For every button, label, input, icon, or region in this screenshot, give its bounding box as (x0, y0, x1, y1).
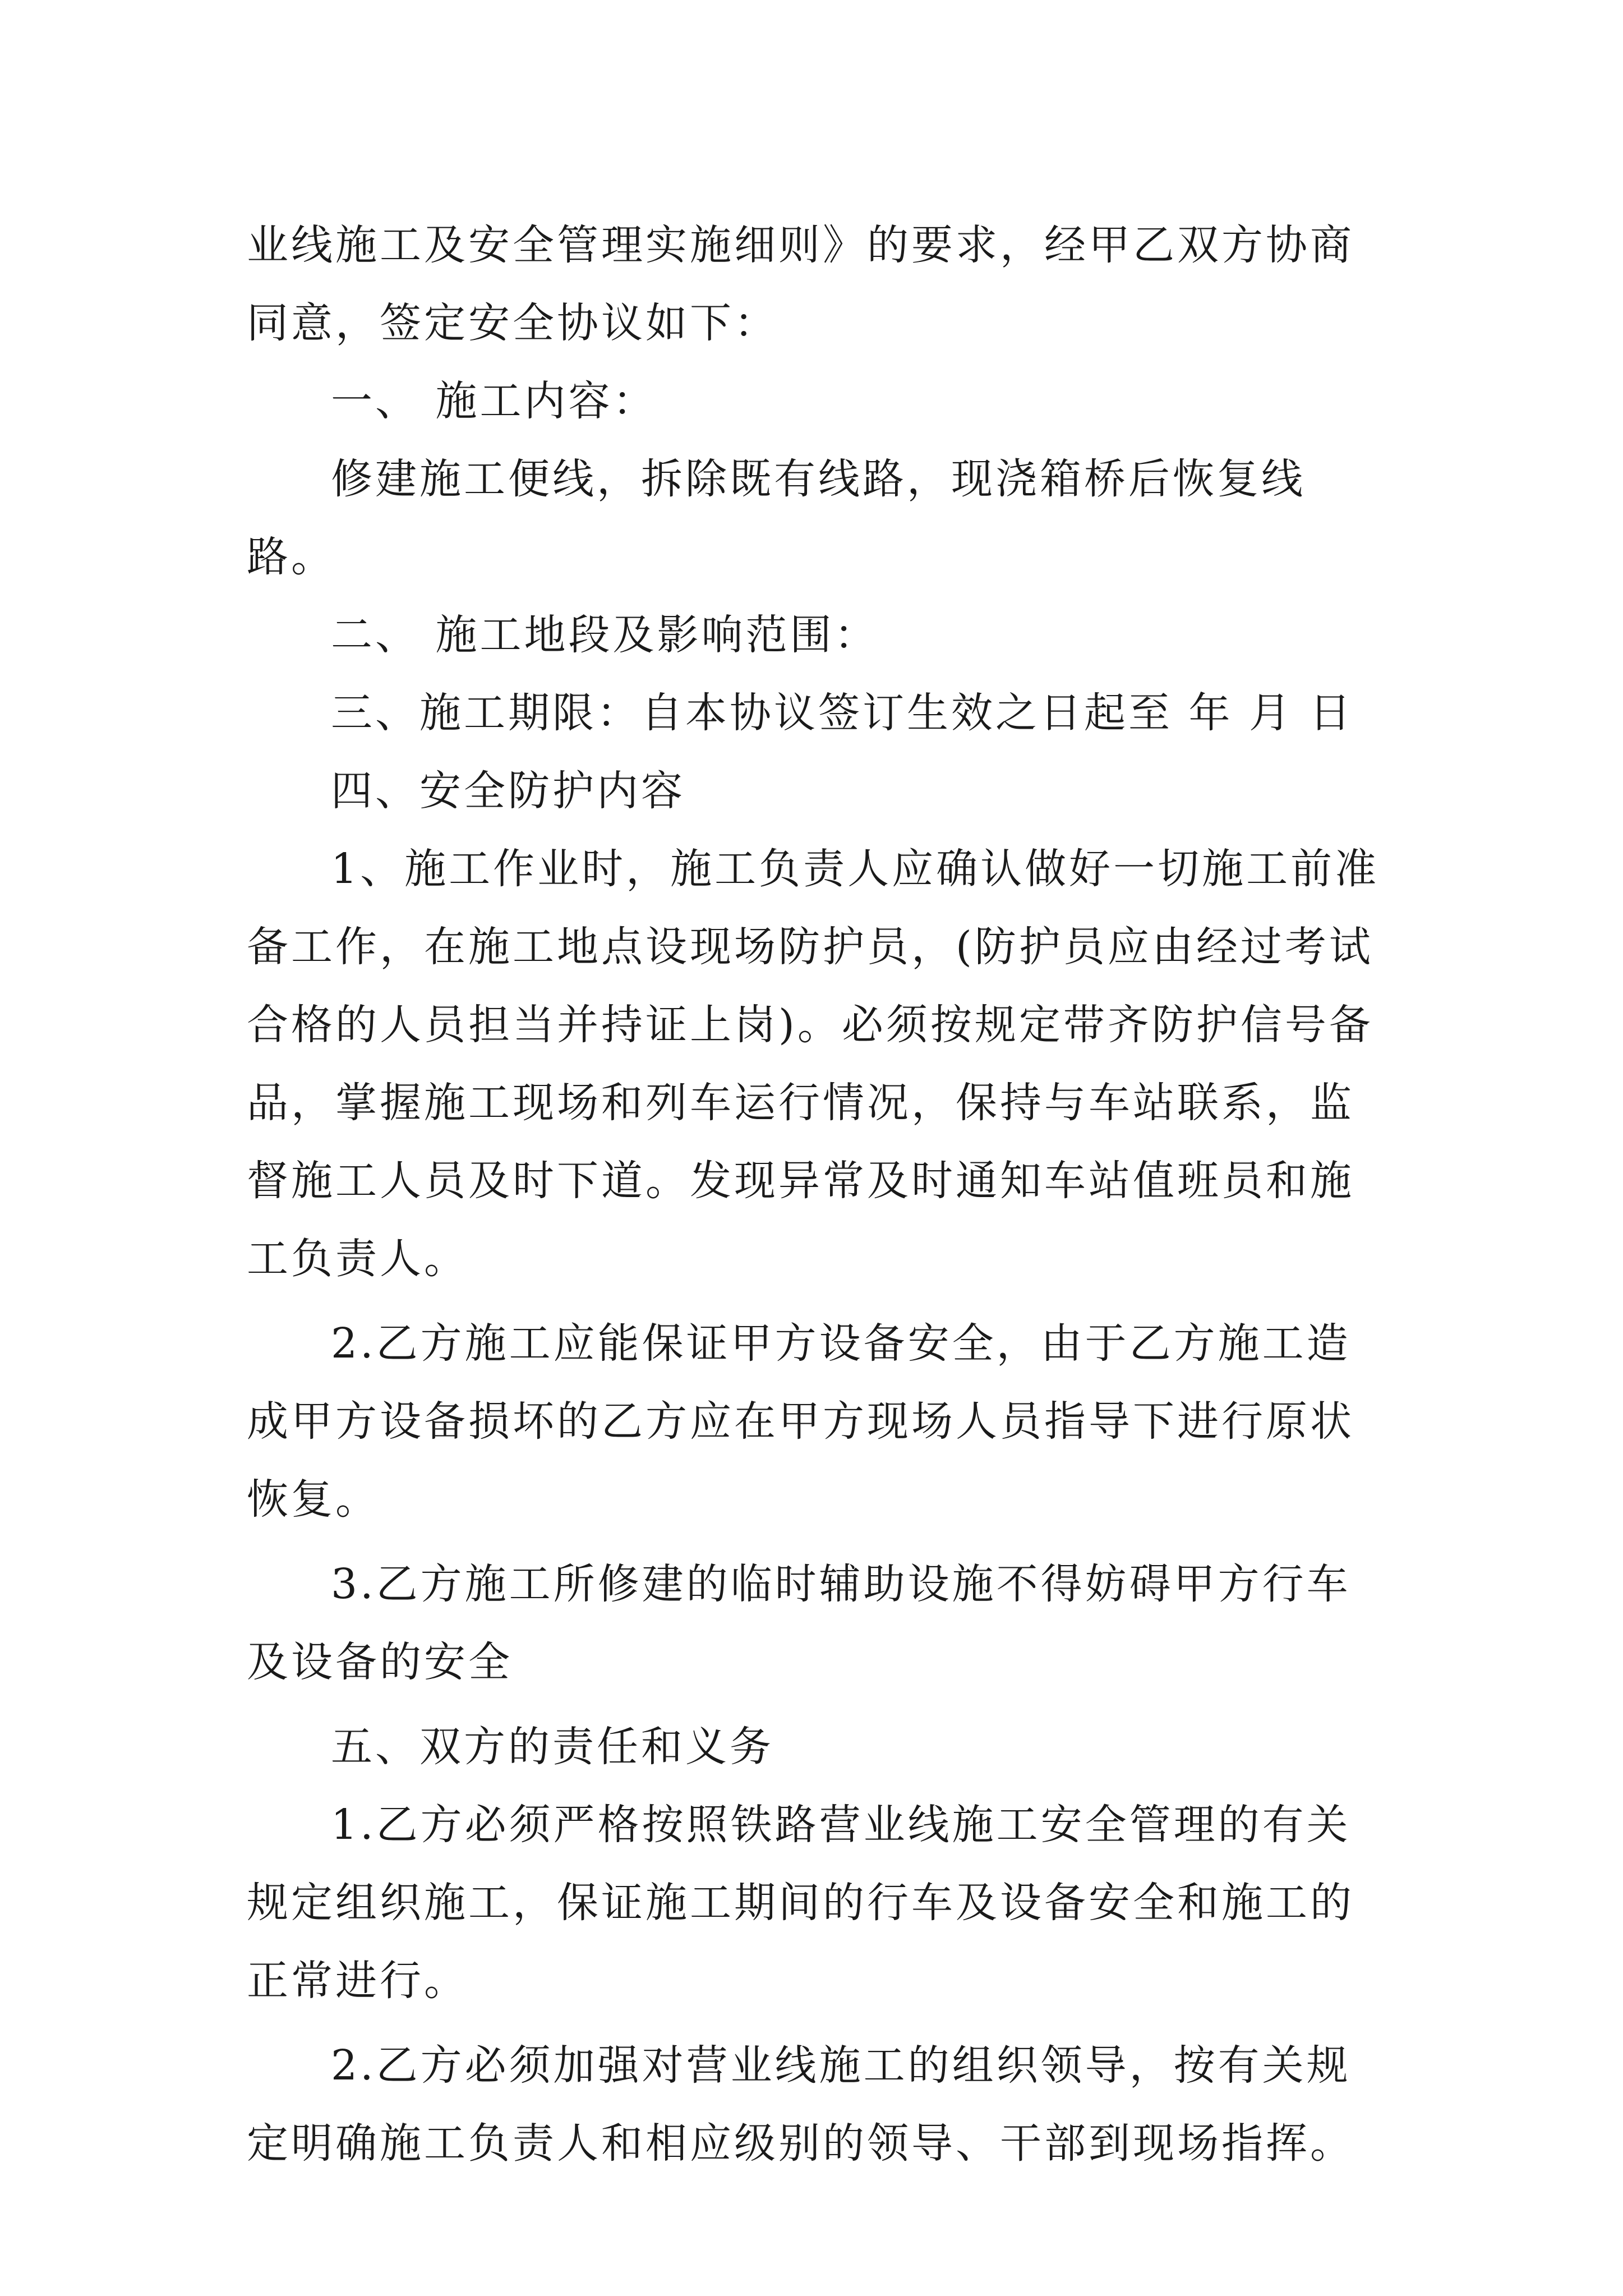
paragraph-continuation: 业线施工及安全管理实施细则》的要求，经甲乙双方协商同意，签定安全协议如下： (247, 221, 1354, 347)
section-heading-responsibilities: 五、双方的责任和义务 (331, 1723, 774, 1771)
paragraph-responsibility-item-2: 2.乙方必须加强对营业线施工的组织领导，按有关规定明确施工负责人和相应级别的领导、干部到现场指挥。 (247, 2041, 1354, 2168)
section-heading-construction-area: 二、 施工地段及影响范围： (331, 611, 879, 659)
section-heading-construction-content: 一、 施工内容： (331, 377, 657, 425)
document-body (247, 206, 1385, 2183)
paragraph-spacer (247, 1539, 1385, 1545)
paragraph-safety-item-2: 2.乙方施工应能保证甲方设备安全，由于乙方施工造成甲方设备损坏的乙方应在甲方现场人员指导下进行原状恢复。 (247, 1319, 1354, 1524)
paragraph-spacer (247, 1701, 1385, 1708)
section-heading-safety-protection: 四、安全防护内容 (331, 767, 685, 815)
paragraph-safety-item-3: 3.乙方施工所修建的临时辅助设施不得妨碍甲方行车及设备的安全 (247, 1560, 1351, 1686)
paragraph-safety-item-1: 1、施工作业时，施工负责人应确认做好一切施工前准备工作，在施工地点设现场防护员，(防护员应由经过考试合格的人员担当并持证上岗)。必须按规定带齐防护信号备品，掌握施工现场和列车运行情况，保持与车站联系，监督施工人员及时下道。发现异常及时通知车站值班员和施工负责人。 (247, 845, 1380, 1283)
paragraph-spacer (247, 2020, 1385, 2027)
section-heading-construction-period: 三、施工期限：自本协议签订生效之日起至 年 月 日 (331, 689, 1354, 737)
paragraph-construction-content: 修建施工便线，拆除既有线路，现浇箱桥后恢复线路。 (247, 455, 1306, 581)
paragraph-responsibility-item-1: 1.乙方必须严格按照铁路营业线施工安全管理的有关规定组织施工，保证施工期间的行车及设备安全和施工的正常进行。 (247, 1801, 1354, 2005)
paragraph-spacer (247, 1298, 1385, 1305)
